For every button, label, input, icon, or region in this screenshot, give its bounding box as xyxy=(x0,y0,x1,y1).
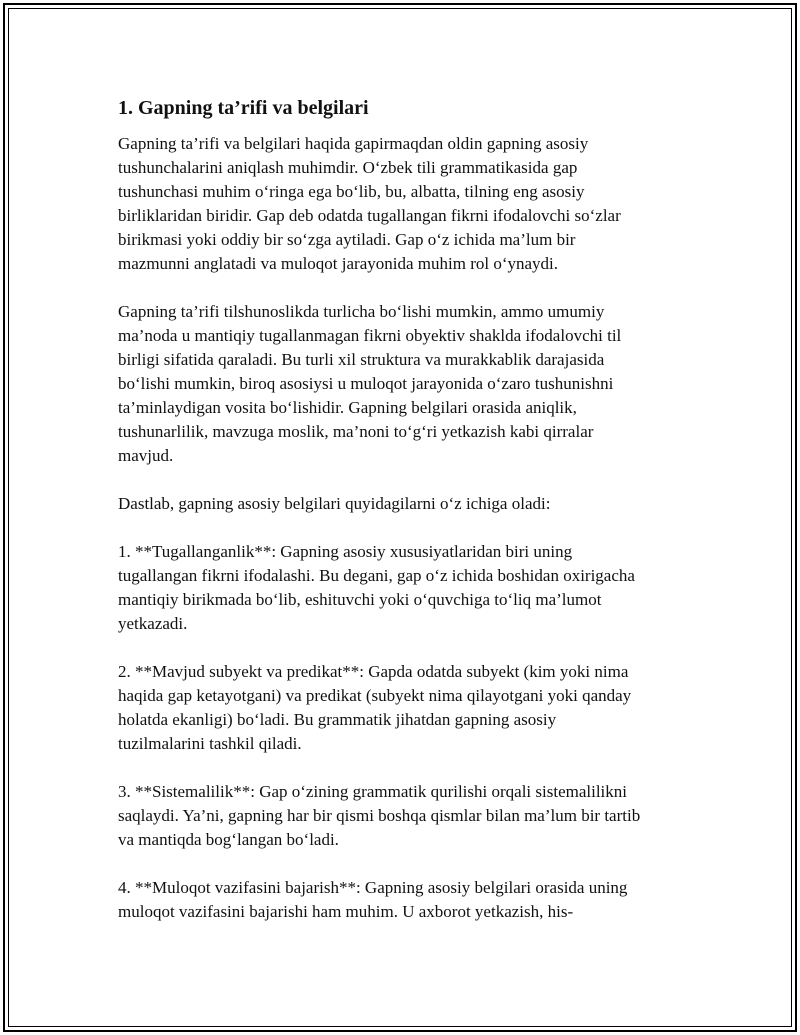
text-line: 2. **Mavjud subyekt va predikat**: Gapda odatda subyekt (kim yoki nima xyxy=(118,662,629,681)
text-line: Gapning ta’rifi va belgilari haqida gapirmaqdan oldin gapning asosiy xyxy=(118,134,589,153)
paragraph-list xyxy=(118,132,698,924)
text-line: Dastlab, gapning asosiy belgilari quyidagilarni o‘z ichiga oladi: xyxy=(118,494,551,513)
text-line: birliklaridan biridir. Gap deb odatda tugallangan fikrni ifodalovchi so‘zlar xyxy=(118,206,621,225)
paragraph xyxy=(118,132,698,276)
text-line: tushunarlilik, mavzuga moslik, ma’noni to‘g‘ri yetkazish kabi qirralar xyxy=(118,422,594,441)
text-line: 1. **Tugallanganlik**: Gapning asosiy xususiyatlaridan biri uning xyxy=(118,542,573,561)
text-line: tuzilmalarini tashkil qiladi. xyxy=(118,734,302,753)
text-line: mazmunni anglatadi va muloqot jarayonida muhim rol o‘ynaydi. xyxy=(118,254,559,273)
section-heading: 1. Gapning ta’rifi va belgilari xyxy=(118,97,369,119)
text-line: ta’minlaydigan vosita bo‘lishidir. Gapning belgilari orasida aniqlik, xyxy=(118,398,577,417)
text-line: mantiqiy birikmada bo‘lib, eshituvchi yoki o‘quvchiga to‘liq ma’lumot xyxy=(118,590,602,609)
text-line: holatda ekanligi) bo‘ladi. Bu grammatik jihatdan gapning asosiy xyxy=(118,710,557,729)
text-line: 4. **Muloqot vazifasini bajarish**: Gapning asosiy belgilari orasida uning xyxy=(118,878,628,897)
text-line: birligi sifatida qaraladi. Bu turli xil struktura va murakkablik darajasida xyxy=(118,350,605,369)
text-line: ma’noda u mantiqiy tugallanmagan fikrni obyektiv shaklda ifodalovchi til xyxy=(118,326,622,345)
text-line: tugallangan fikrni ifodalashi. Bu degani, gap o‘z ichida boshidan oxirigacha xyxy=(118,566,635,585)
paragraph xyxy=(118,780,698,852)
text-line: 3. **Sistemalilik**: Gap o‘zining grammatik qurilishi orqali sistemalilikni xyxy=(118,782,627,801)
text-line: tushunchalarini aniqlash muhimdir. O‘zbek tili grammatikasida gap xyxy=(118,158,578,177)
paragraph xyxy=(118,492,698,516)
text-line: tushunchasi muhim o‘ringa ega bo‘lib, bu, albatta, tilning eng asosiy xyxy=(118,182,585,201)
text-line: mavjud. xyxy=(118,446,174,465)
text-line: bo‘lishi mumkin, biroq asosiysi u muloqot jarayonida o‘zaro tushunishni xyxy=(118,374,614,393)
paragraph xyxy=(118,540,698,636)
text-line: va mantiqda bog‘langan bo‘ladi. xyxy=(118,830,339,849)
paragraph xyxy=(118,876,698,924)
text-line: yetkazadi. xyxy=(118,614,188,633)
text-line: birikmasi yoki oddiy bir so‘zga aytiladi. Gap o‘z ichida ma’lum bir xyxy=(118,230,576,249)
text-line: haqida gap ketayotgani) va predikat (subyekt nima qilayotgani yoki qanday xyxy=(118,686,632,705)
text-line: Gapning ta’rifi tilshunoslikda turlicha bo‘lishi mumkin, ammo umumiy xyxy=(118,302,605,321)
paragraph xyxy=(118,660,698,756)
text-line: muloqot vazifasini bajarishi ham muhim. U axborot yetkazish, his- xyxy=(118,902,574,921)
text-line: saqlaydi. Ya’ni, gapning har bir qismi boshqa qismlar bilan ma’lum bir tartib xyxy=(118,806,641,825)
paragraph xyxy=(118,300,698,468)
document-body xyxy=(118,94,698,948)
